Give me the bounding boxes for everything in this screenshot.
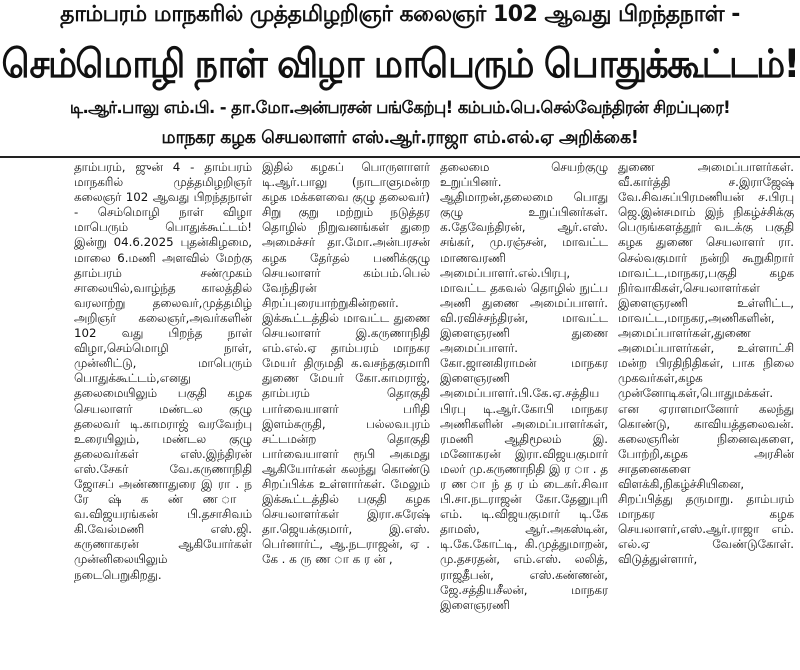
column-text: தாம்பரம், ஜுன் 4 - தாம்பரம் மாநகரில் முத்தமிழறிஞர் கலைஞர் 102 ஆவது பிறந்தநாள் - செம்மொழி நாள் விழா மாபெரும் பொதுக்கூட்டம்! இன்று 04.6.2025 புதன்கிழமை, மாலை 6.மணி அளவில் மேற்கு தாம்பரம் சண்முகம் சாலையில்,வாழ்ந்த காலத்தில் வரலாற்று தலைவர்,முத்தமிழ் அறிஞர் கலைஞர்,அவர்களின் 102 வது பிறந்த நாள் விழா,செம்மொழி நாள், முன்னிட்டு, மாபெரும் பொதுக்கூட்டம்,எனது தலைமையிலும் பகுதி கழக செயலாளர் மண்டல குழு தலைவர் டி.காமராஜ் வரவேற்பு உரையிலும், மண்டல குழு தலைவர்கள் எஸ்.இந்திரன் எஸ்.சேகர் வே.கருணாநிதி ஜோசப் அண்ணாதுரை இ ரா . ந ரே ஷ் க ண் ண ா வ.விஜயரங்கன் பி.தசாசிவம் கி.வேல்மணி எஸ்.ஜி. கருணாகரன் ஆகியோர்கள் முன்னிலையிலும் நடைபெறுகிறது. — [74, 160, 252, 582]
article-column-2 — [262, 160, 430, 670]
article-column-1 — [74, 160, 252, 670]
header-divider — [0, 156, 800, 158]
article-body — [0, 160, 800, 670]
sub-headline: டி.ஆர்.பாலு எம்.பி. - தா.மோ.அன்பரசன் பங்கேற்பு! கம்பம்.பெ.செல்வேந்திரன் சிறப்புரை! — [69, 98, 731, 117]
headline-block — [0, 0, 800, 158]
article-column-4 — [618, 160, 794, 670]
column-text: இதில் கழகப் பொருளாளர் டி.ஆர்.பாலு (நாடாளுமன்ற கழக மக்களவை குழு தலைவர்) சிறு குறு மற்றும் நடுத்தர தொழில் நிறுவனங்கள் துறை அமைச்சர் தா.மோ.அன்பரசன் கழக தேர்தல் பணிக்குழு செயலாளர் கம்பம்.பெல் வேந்திரன் சிறப்புரையாற்றுகின்றனர். இக்கூட்டத்தில் மாவட்ட துணை செயலாளர் இ.கருணாநிதி எம்.எல்.ஏ தாம்பரம் மாநகர மேயர் திருமதி க.வசந்தகுமாரி துணை மேயர் கோ.காமராஜ், தாம்பரம் தொகுதி பார்வையாளர் பரிதி இளம்சுருதி, பல்லவபுரம் சட்டமன்ற தொகுதி பார்வையாளர் ரூபி அகமது ஆகியோர்கள் கலந்து கொண்டு சிறப்பிக்க உள்ளார்கள். மேலும் இக்கூட்டத்தில் பகுதி கழக செயலாளர்கள் இரா.சுரேஷ் தா.ஜெயக்குமார், இ.எஸ். பெர்னார்ட், ஆ.நடராஜன், ஏ . கே . க ரு ண ா க ர ன் , — [262, 160, 430, 567]
kicker-headline: தாம்பரம் மாநகரில் முத்தமிழறிஞர் கலைஞர் 102 ஆவது பிறந்தநாள் - — [60, 2, 740, 27]
article-column-3 — [440, 160, 608, 670]
column-text: துணை அமைப்பாளர்கள். வீ.கார்த்தி ச.இராஜேஷ் வே.சிவசுப்பிரமணியன் ச.பிரபு ஜெ.இன்சமாம் இந் நிகழ்ச்சிக்கு பெருங்களத்தூர் வடக்கு பகுதி கழக துணை செயலாளர் ரா. செல்வகுமார் நன்றி கூறுகிறார் மாவட்ட,மாநகர,பகுதி கழக நிர்வாகிகள்,செயலாளர்கள் இளைஞரணி உள்ளிட்ட, மாவட்ட,மாநகர,அணிகளின், அமைப்பாளர்கள்,துணை அமைப்பாளர்கள், உள்ளாட்சி மன்ற பிரதிநிதிகள், பாக நிலை முகவர்கள்,கழக முன்னோடிகள்,பொதுமக்கள். என ஏராளமானோர் கலந்து கொண்டு, காவியத்தலைவன். கலைஞரின் நினைவுகளை, போற்றி,கழக அரசின் சாதனைகளை விளக்கி,நிகழ்ச்சியினை, சிறப்பித்து தருமாறு. தாம்பரம் மாநகர கழக செயலாளர்,எஸ்.ஆர்.ராஜா எம். எல்.ஏ வேண்டுகோள். விடுத்துள்ளார், — [618, 160, 794, 567]
column-text: தலைமை செயற்குழு உறுப்பினர். ஆதிமாறன்,தலைமை பொது குழு உறுப்பினர்கள். க.தேவேந்திரன், ஆர்.எஸ். சங்கர், மு.ரஞ்சன், மாவட்ட மாணவரணி அமைப்பாளர்.எல்.பிரபு, மாவட்ட தகவல் தொழில் நுட்ப அணி துணை அமைப்பாளர். வி.ரவிச்சந்திரன், மாவட்ட இளைஞரணி துணை அமைப்பாளர். கோ.ஜானகிராமன் மாநகர இளைஞரணி அமைப்பாளர்.பி.கே.ஏ.சத்தியபிரபு டி.ஆர்.கோபி மாநகர அணிகளின் அமைப்பாளர்கள், ரமணி ஆதிமூலம் இ. மனோகரன் இரா.விஜயகுமார் மலர் மு.கருணாநிதி இ ர ா . த ர ண ா ந் த ர ம் டைகர்.சிவா பி.சா.நடராஜன் கோ.தேனுபுரி எம். டி.விஜயகுமார் டி.கே தாமஸ், ஆர்.அகஸ்டின், டி.கே.கோட்டி, கி.முத்துமாறன், மு.தசரதன், எம்.எஸ். லலித், ராஜதீபன், எஸ்.கண்ணன், ஜே.சத்தியசீலன், மாநகர இளைஞரணி — [440, 160, 608, 612]
deck-headline: மாநகர கழக செயலாளர் எஸ்.ஆர்.ராஜா எம்.எல்.ஏ அறிக்கை! — [161, 128, 639, 148]
main-headline: செம்மொழி நாள் விழா மாபெரும் பொதுக்கூட்டம்! — [1, 42, 799, 87]
